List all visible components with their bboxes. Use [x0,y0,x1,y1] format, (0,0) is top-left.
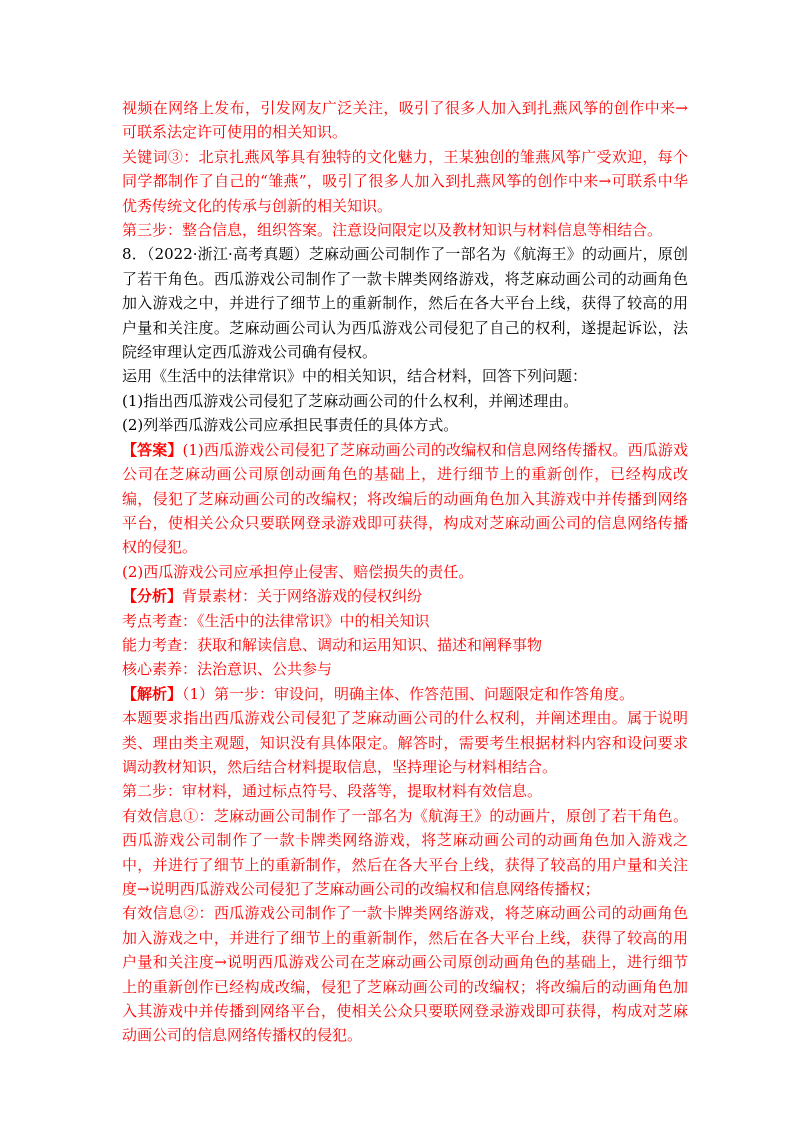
keyword-3-paragraph: 关键词③：北京扎燕风筝具有独特的文化魅力，王某独创的雏燕风筝广受欢迎，每个同学都制作了自己的“雏燕”，吸引了很多人加入到扎燕风筝的创作中来→可联系中华优秀传统文化的传承与创新的相关知识。 [122,147,688,215]
effective-info-1: 有效信息①：芝麻动画公司制作了一部名为《航海王》的动画片，原创了若干角色。西瓜游戏公司制作了一款卡牌类网络游戏，将芝麻动画公司的动画角色加入游戏之中，并进行了细节上的重新制作，然后在各大平台上线，获得了较高的用户量和关注度→说明西瓜游戏公司侵犯了芝麻动画公司的改编权和信息网络传播权； [122,806,688,898]
analysis-text: 背景素材：关于网络游戏的侵权纠纷 [182,587,423,606]
effective-info-2: 有效信息②：西瓜游戏公司制作了一款卡牌类网络游戏，将芝麻动画公司的动画角色加入游戏之中，并进行了细节上的重新制作，然后在各大平台上线，获得了较高的用户量和关注度→说明西瓜游戏公司在芝麻动画公司原创动画角色的基础上，进行细节上的重新创作已经构成改编，侵犯了芝麻动画公司的改编权；将改编后的动画角色加入其游戏中并传播到网络平台，使相关公众只要联网登录游戏即可获得，构成对芝麻动画公司的信息网络传播权的侵犯。 [122,904,688,1045]
suyang-line: 核心素养：法治意识、公共参与 [122,660,333,679]
question-8-stem: 8．（2022·浙江·高考真题）芝麻动画公司制作了一部名为《航海王》的动画片，原创了若干角色。西瓜游戏公司制作了一款卡牌类网络游戏，将芝麻动画公司的动画角色加入游戏之中，并进行了细节上的重新制作，然后在各大平台上线，获得了较高的用户量和关注度。芝麻动画公司认为西瓜游戏公司侵犯了自己的权利，遂提起诉讼，法院经审理认定西瓜游戏公司确有侵权。 [122,245,688,362]
kaodian-line: 考点考查：《生活中的法律常识》中的相关知识 [122,611,430,630]
analysis-tag: 【分析】 [122,587,183,606]
nengli-line: 能力考查：获取和解读信息、调动和运用知识、描述和阐释事物 [122,635,543,654]
document-page [122,96,688,1048]
sub-question-1: (1)指出西瓜游戏公司侵犯了芝麻动画公司的什么权利，并阐述理由。 [122,391,579,410]
step-3-paragraph: 第三步：整合信息，组织答案。注意设问限定以及教材知识与材料信息等相结合。 [122,221,663,240]
sub-question-2: (2)列举西瓜游戏公司应承担民事责任的具体方式。 [122,416,459,435]
jiexi-text-1: （1）第一步：审设问，明确主体、作答范围、问题限定和作答角度。 [182,684,635,703]
keyword-paragraph-continued: 视频在网络上发布，引发网友广泛关注，吸引了很多人加入到扎燕风筝的创作中来→可联系法定许可使用的相关知识。 [122,99,688,142]
jiexi-step-2: 第二步：审材料，通过标点符号、段落等，提取材料有效信息。 [122,782,543,801]
jiexi-paragraph-2: 本题要求指出西瓜游戏公司侵犯了芝麻动画公司的什么权利，并阐述理由。属于说明类、理由类主观题，知识没有具体限定。解答时，需要考生根据材料内容和设问要求调动教材知识，然后结合材料提取信息，坚持理论与材料相结合。 [122,709,688,776]
question-instruction: 运用《生活中的法律常识》中的相关知识，结合材料，回答下列问题： [122,367,588,386]
answer-paragraph-2: (2)西瓜游戏公司应承担停止侵害、赔偿损失的责任。 [122,562,474,581]
jiexi-tag: 【解析】 [122,684,183,703]
analysis-paragraph [122,584,688,608]
answer-text-1: (1)西瓜游戏公司侵犯了芝麻动画公司的改编权和信息网络传播权。西瓜游戏公司在芝麻动画公司原创动画角色的基础上，进行细节上的重新创作，已经构成改编，侵犯了芝麻动画公司的改编权；将改编后的动画角色加入其游戏中并传播到网络平台，使相关公众只要联网登录游戏即可获得，构成对芝麻动画公司的信息网络传播权的侵犯。 [122,440,688,557]
jiexi-step-1 [122,682,688,706]
answer-tag: 【答案】 [122,440,183,459]
answer-paragraph-1 [122,438,688,560]
